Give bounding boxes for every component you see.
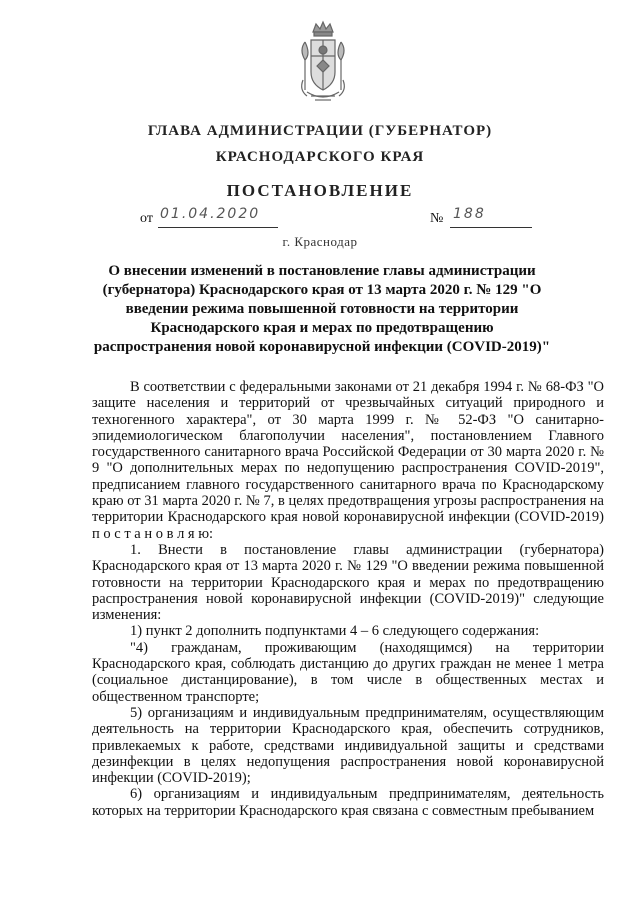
document-type: ПОСТАНОВЛЕНИЕ <box>226 181 414 200</box>
body-paragraph-subitem-1: 1) пункт 2 дополнить подпунктами 4 – 6 следующего содержания: <box>130 623 540 640</box>
handwritten-number: 188 <box>453 206 486 222</box>
coat-of-arms-icon <box>297 20 349 108</box>
document-title: О внесении изменений в постановление главы администрации (губернатора) Краснодарского края от 13 марта 2020 г. № 129 "О введении режима повышенной готовности на территории Краснодарского края и мерах по предотвращению распространения новой коронавирусной инфекции (COVID-2019)" <box>93 263 551 355</box>
body-paragraph-subitem-5: 5) организациям и индивидуальным предпринимателям, осуществляющим деятельность на территории Краснодарского края, обеспечить сотрудников, привлекаемых к работе, средствами индивидуальной защиты и средствами дезинфекции в целях недопущения распространения новой коронавирусной инфекции (COVID-2019); <box>92 704 604 787</box>
number-label: № <box>430 211 444 226</box>
document-body <box>92 379 604 819</box>
body-paragraph-subitem-4: "4) гражданам, проживающим (находящимся) на территории Краснодарского края, соблюдать дистанцию до других граждан не менее 1 метра (социальное дистанцирование), в том числе в общественных местах и общественном транспорте; <box>92 639 604 705</box>
number-underline <box>450 227 532 228</box>
date-underline <box>158 227 278 228</box>
handwritten-date: 01.04.2020 <box>160 206 261 222</box>
body-paragraph-subitem-6: 6) организациям и индивидуальным предпринимателям, деятельность которых на территории Краснодарского края связана с совместным пребыванием <box>92 786 604 819</box>
city-line: г. Краснодар <box>282 234 358 249</box>
body-paragraph-item-1: 1. Внести в постановление главы администрации (губернатора) Краснодарского края от 13 марта 2020 г. № 129 "О введении режима повышенной готовности на территории Краснодарского края и мерах по предотвращению распространения новой коронавирусной инфекции (COVID-2019)" следующие изменения: <box>92 541 604 624</box>
date-label: от <box>140 211 153 226</box>
authority-name-line2: КРАСНОДАРСКОГО КРАЯ <box>215 149 425 165</box>
body-paragraph-preamble: В соответствии с федеральными законами от 21 декабря 1994 г. № 68-ФЗ "О защите населения и территорий от чрезвычайных ситуаций природного и техногенного характера", от 30 марта 1999 г. № 52-ФЗ "О санитарно-эпидемиологическом благополучии населения", постановлением Главного государственного санитарного врача Российской Федерации от 30 марта 2020 г. № 9 "О дополнительных мерах по недопущению распространения COVID-2019", предписанием главного государственного санитарного врача по Краснодарскому краю от 31 марта 2020 г. № 7, в целях предотвращения угрозы распространения на территории Краснодарского края новой коронавирусной инфекции (COVID-2019) п о с т а н о в л я ю: <box>92 379 604 542</box>
authority-name-line1: ГЛАВА АДМИНИСТРАЦИИ (ГУБЕРНАТОР) <box>147 123 493 139</box>
